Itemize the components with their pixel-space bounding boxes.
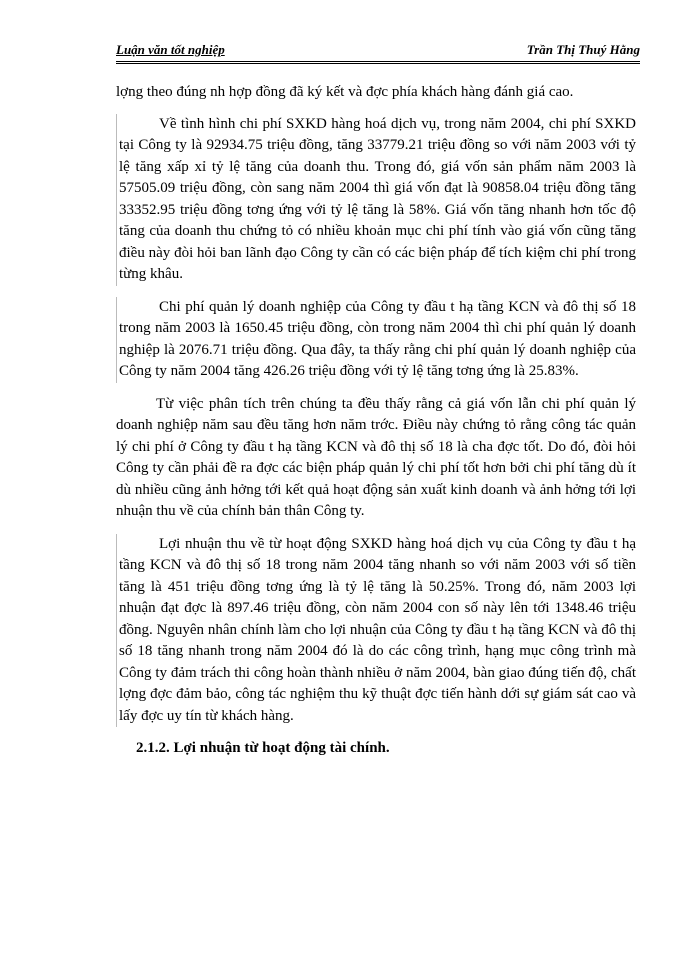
paragraph-profit: Lợi nhuận thu về từ hoạt động SXKD hàng hoá dịch vụ của Công ty đầu t hạ tầng KCN và đô thị số 18 trong năm 2004 tăng nhanh so với năm 2003 với số tiền tăng là 451 triệu đồng tơng ứng là tỷ lệ tăng là 50.25%. Trong đó, năm 2003 lợi nhuận đạt đợc là 897.46 triệu đồng, còn năm 2004 con số này lên tới 1348.46 triệu đồng. Nguyên nhân chính làm cho lợi nhuận của Công ty đầu t hạ tầng KCN và đô thị số 18 tăng nhanh trong năm 2004 đó là do các công trình, hạng mục công trình mà Công ty đảm trách thi công hoàn thành nhiều ở năm 2004, bàn giao đúng tiến độ, chất lợng đợc đảm bảo, công tác nghiệm thu kỹ thuật đợc tiến hành dới sự giám sát cao và lấy đợc uy tín từ khách hàng. — [116, 534, 636, 728]
paragraph-production-costs: Về tình hình chi phí SXKD hàng hoá dịch vụ, trong năm 2004, chi phí SXKD tại Công ty là 92934.75 triệu đồng, tăng 33779.21 triệu đồng so với năm 2003 với tỷ lệ tăng xấp xỉ tỷ lệ tăng của doanh thu. Trong đó, giá vốn sản phẩm năm 2003 là 57505.09 triệu đồng, còn sang năm 2004 thì giá vốn đạt là 90858.04 triệu đồng tăng 33352.95 triệu đồng tơng ứng với tỷ lệ tăng là 58%. Giá vốn tăng nhanh hơn tốc độ tăng của doanh thu chứng tỏ có nhiều khoản mục chi phí tính vào giá vốn cũng tăng điều này đòi hỏi ban lãnh đạo Công ty cần có các biện pháp để tích kiệm chi phí trong từng khâu. — [116, 114, 636, 286]
header-author-name: Trần Thị Thuý Hằng — [526, 42, 640, 57]
header-thesis-label: Luận văn tốt nghiệp — [116, 42, 225, 57]
paragraph-management-costs: Chi phí quản lý doanh nghiệp của Công ty đầu t hạ tầng KCN và đô thị số 18 trong năm 2003 là 1650.45 triệu đồng, còn trong năm 2004 thì chi phí quản lý doanh nghiệp là 2076.71 triệu đồng. Qua đây, ta thấy rằng chi phí quản lý doanh nghiệp của Công ty năm 2004 tăng 426.26 triệu đồng với tỷ lệ tăng tơng ứng là 25.83%. — [116, 297, 636, 383]
page-header — [116, 40, 640, 62]
paragraph-cost-analysis: Từ việc phân tích trên chúng ta đều thấy rằng cả giá vốn lẫn chi phí quản lý doanh nghiệp năm sau đều tăng hơn năm trớc. Điều này chứng tỏ rằng công tác quản lý chi phí ở Công ty đầu t hạ tầng KCN và đô thị số 18 là cha đợc tốt. Do đó, đòi hỏi Công ty cần phải đề ra đợc các biện pháp quản lý chi phí tốt hơn bởi chi phí tăng dù ít dù nhiều cũng ảnh hởng tới kết quả hoạt động sản xuất kinh doanh và ảnh hởng tới lợi nhuận thu về của chính bản thân Công ty. — [116, 395, 636, 519]
paragraph-continuation: lợng theo đúng nh hợp đồng đã ký kết và đợc phía khách hàng đánh giá cao. — [116, 84, 574, 100]
header-divider — [116, 61, 640, 64]
section-heading: 2.1.2. Lợi nhuận từ hoạt động tài chính. — [136, 740, 390, 756]
document-body — [116, 82, 636, 760]
